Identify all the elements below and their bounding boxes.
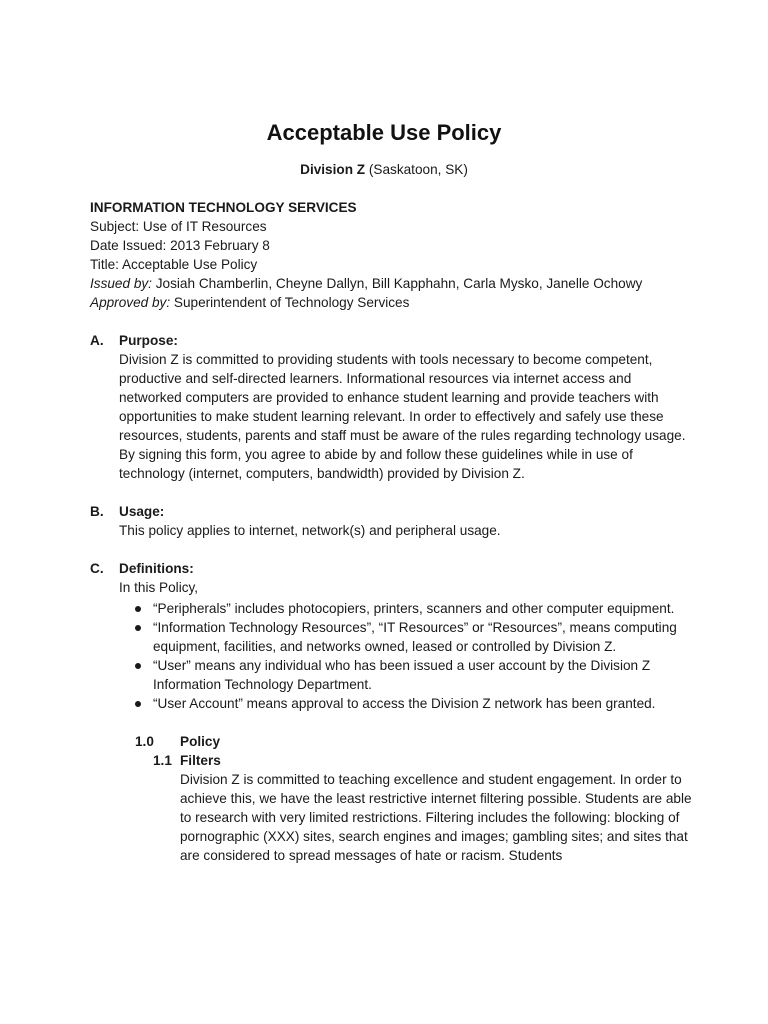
section-text: This policy applies to internet, network(s) and peripheral usage. <box>119 523 501 538</box>
approved-by-value: Superintendent of Technology Services <box>170 295 410 310</box>
list-item-text: “User Account” means approval to access the Division Z network has been granted. <box>153 696 656 711</box>
section-title: Definitions: <box>119 561 194 576</box>
policy-title: Policy <box>180 734 221 749</box>
section-usage <box>90 502 710 540</box>
title-line: Title: Acceptable Use Policy <box>90 257 258 272</box>
filters-title: Filters <box>180 753 221 768</box>
page-title: Acceptable Use Policy <box>266 120 502 145</box>
bullet-icon <box>135 663 141 669</box>
section-letter: A. <box>90 333 104 348</box>
list-item <box>119 694 683 713</box>
division-location: (Saskatoon, SK) <box>368 162 468 177</box>
policy-section <box>135 732 710 865</box>
bullet-icon <box>135 625 141 631</box>
policy-number: 1.0 <box>135 734 154 749</box>
issued-by-label: Issued by: <box>90 276 152 291</box>
filters-number: 1.1 <box>153 753 172 768</box>
bullet-icon <box>135 701 141 707</box>
filters-heading <box>135 751 710 770</box>
section-purpose <box>90 331 710 483</box>
issued-by-line <box>90 274 710 293</box>
subject-line: Subject: Use of IT Resources <box>90 219 267 234</box>
section-heading <box>90 502 710 521</box>
list-item-text: “Peripherals” includes photocopiers, printers, scanners and other computer equipment. <box>153 601 675 616</box>
section-heading <box>90 331 710 350</box>
date-issued-line: Date Issued: 2013 February 8 <box>90 238 270 253</box>
issued-by-value: Josiah Chamberlin, Cheyne Dallyn, Bill Kapphahn, Carla Mysko, Janelle Ochowy <box>151 276 643 291</box>
policy-heading <box>135 732 710 751</box>
section-letter: C. <box>90 561 104 576</box>
list-item-text: “User” means any individual who has been issued a user account by the Division Z Information Technology Department. <box>153 658 651 692</box>
list-item <box>119 599 683 618</box>
list-item <box>119 618 683 656</box>
approved-by-line <box>90 293 710 312</box>
section-title: Usage: <box>119 504 165 519</box>
department-heading: INFORMATION TECHNOLOGY SERVICES <box>90 200 357 215</box>
bullet-icon <box>135 606 141 612</box>
list-item <box>119 656 683 694</box>
section-text: Division Z is committed to providing students with tools necessary to become competent, productive and self-directed learners. Informational resources via internet access and networked computers are provided to enhance student learning and provide teachers with opportunities to make student learning relevant. In order to effectively and safely use these resources, students, parents and staff must be aware of the rules regarding technology usage. By signing this form, you agree to abide by and follow these guidelines while in use of technology (internet, computers, bandwidth) provided by Division Z. <box>119 352 686 481</box>
approved-by-label: Approved by: <box>90 295 171 310</box>
division-name: Division Z <box>300 162 366 177</box>
section-definitions <box>90 559 710 713</box>
section-intro: In this Policy, <box>119 580 199 595</box>
division-line <box>0 160 768 179</box>
document-body <box>90 198 710 865</box>
list-item-text: “Information Technology Resources”, “IT Resources” or “Resources”, means computing equipment, facilities, and networks owned, leased or controlled by Division Z. <box>153 620 677 654</box>
filters-text: Division Z is committed to teaching excellence and student engagement. In order to achieve this, we have the least restrictive internet filtering possible. Students are able to research with very limited restrictions. Filtering includes the following: blocking of pornographic (XXX) sites, search engines and images; gambling sites; and sites that are considered to spread messages of hate or racism. Students <box>180 772 692 863</box>
section-heading <box>90 559 710 578</box>
section-letter: B. <box>90 504 104 519</box>
section-title: Purpose: <box>119 333 178 348</box>
definitions-list <box>119 599 689 713</box>
